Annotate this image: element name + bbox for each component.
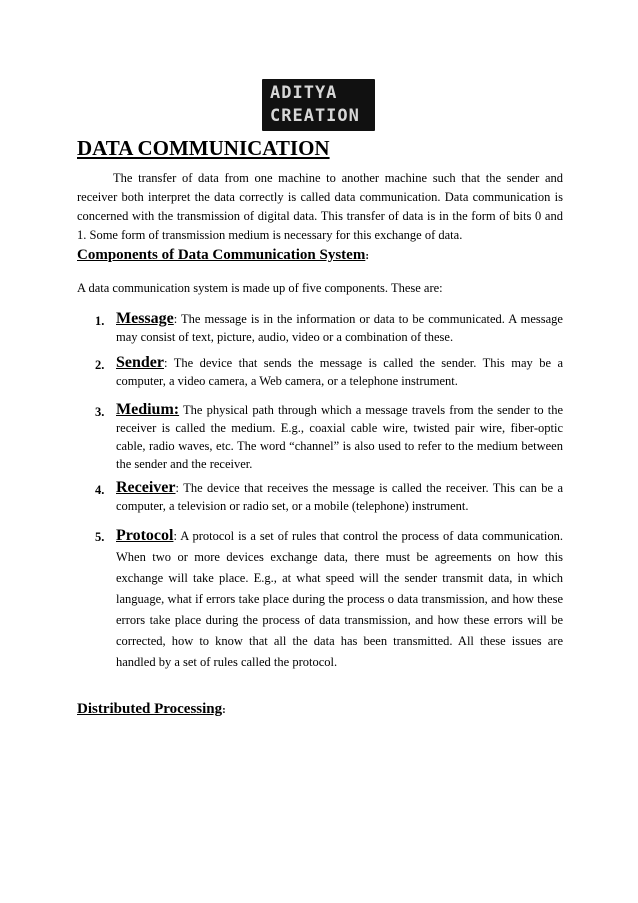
component-term: Message	[116, 310, 174, 327]
intro-paragraph: The transfer of data from one machine to another machine such that the sender and receiver both interpret the data correctly is called data communication. Data communication is concerned with the transmission of digital data. This transfer of data is in the form of bits 0 and 1. Some form of transmission medium is necessary for this exchange of data.	[77, 171, 563, 242]
list-number: 3.	[95, 405, 105, 419]
component-term: Receiver	[116, 479, 176, 496]
logo-line-1: ADITYA	[270, 83, 338, 103]
page-title: DATA COMMUNICATION	[77, 136, 330, 160]
list-number: 4.	[95, 483, 105, 497]
component-body	[116, 401, 563, 473]
component-term: Protocol	[116, 527, 174, 544]
component-term: Sender	[116, 354, 164, 371]
component-text: : A protocol is a set of rules that control the process of data communication. When two or more devices exchange data, there must be agreements on how this exchange will take place. E.g., at what speed will the sender transmit data, in which language, what if errors take place during the process o data transmission, and how these errors take place during the process of data transmission, and how these errors will be corrected, how to know that all the data has been transmitted. All these issues are handled by a set of rules called the protocol.	[116, 529, 563, 669]
component-item-receiver	[95, 479, 563, 515]
component-body	[116, 310, 563, 346]
aditya-creation-logo	[262, 79, 375, 131]
list-number: 1.	[95, 314, 105, 328]
component-body	[116, 354, 563, 390]
distributed-heading-text: Distributed Processing	[77, 701, 223, 717]
component-body	[116, 526, 563, 673]
component-text: : The device that receives the message is called the receiver. This can be a computer, a television or radio set, or a mobile (telephone) instrument.	[116, 481, 563, 513]
component-text: : The device that sends the message is called the sender. This may be a computer, a video camera, a Web camera, or a telephone instrument.	[116, 356, 563, 388]
component-term: Medium:	[116, 401, 180, 418]
components-heading-text: Components of Data Communication System	[77, 247, 366, 263]
component-text: : The message is in the information or data to be communicated. A message may consist of text, picture, audio, video or a combination of these.	[116, 312, 563, 344]
list-number: 5.	[95, 530, 105, 544]
components-lead: A data communication system is made up of five components. These are:	[77, 281, 443, 295]
distributed-heading-suffix: :	[222, 704, 226, 716]
component-text: The physical path through which a message travels from the sender to the receiver is called the medium. E.g., coaxial cable wire, twisted pair wire, fiber-optic cable, radio waves, etc. The word “channel” is also used to refer to the medium between the sender and the receiver.	[116, 403, 563, 471]
logo-line-2: CREATION	[270, 106, 360, 126]
list-number: 2.	[95, 358, 105, 372]
component-item-sender	[95, 354, 563, 390]
distributed-processing-heading	[77, 699, 226, 720]
component-item-message	[95, 310, 563, 346]
components-heading	[77, 245, 369, 266]
component-item-protocol	[95, 526, 563, 673]
component-body	[116, 479, 563, 515]
component-item-medium	[95, 401, 563, 473]
components-heading-suffix: :	[365, 250, 370, 262]
